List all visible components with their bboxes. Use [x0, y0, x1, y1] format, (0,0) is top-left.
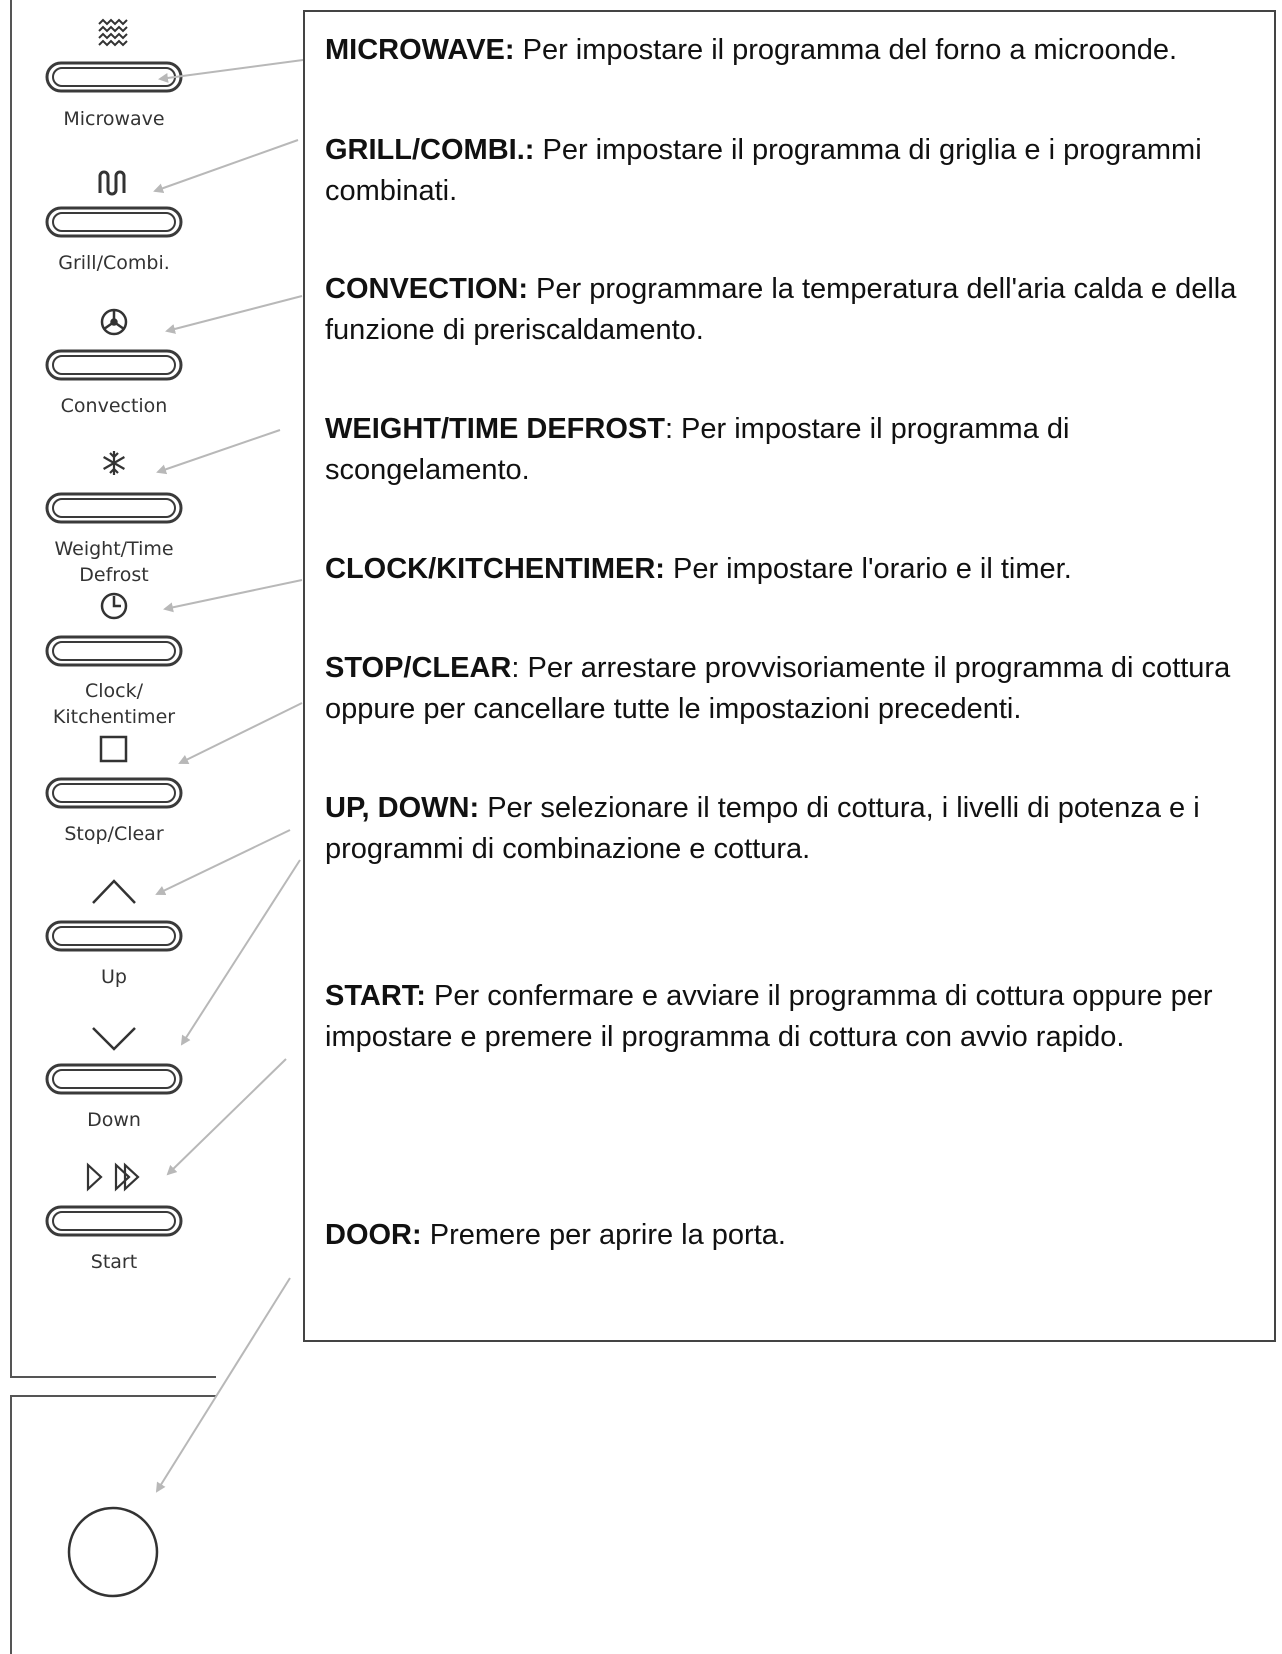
- microwave-button-label: Microwave: [63, 108, 165, 130]
- stop-clear-button-label: Stop/Clear: [64, 823, 164, 845]
- convection-button-label: Convection: [60, 395, 168, 417]
- desc-stop-key: STOP/CLEAR: [325, 652, 512, 684]
- desc-clock-text: Per impostare l'orario e il timer.: [664, 553, 1072, 585]
- convection-button[interactable]: [47, 351, 181, 379]
- snowflake-icon: [104, 451, 125, 475]
- desc-up-down: [325, 788, 1265, 870]
- up-button-label: Up: [101, 966, 127, 988]
- desc-clock-key: CLOCK/KITCHENTIMER:: [325, 553, 665, 585]
- square-stop-icon: [101, 737, 126, 761]
- door-button[interactable]: [69, 1508, 157, 1596]
- start-button-label: Start: [90, 1251, 138, 1273]
- grill-heating-coil-icon: [100, 172, 124, 194]
- defrost-button-label: Weight/Time Defrost: [54, 538, 174, 586]
- microwave-waves-icon: [99, 20, 127, 45]
- desc-grill-text: Per impostare il programma di griglia e i programmi combinati.: [325, 134, 1202, 207]
- desc-up-down-text: Per selezionare il tempo di cottura, i livelli di potenza e i programmi di combinazione e cottura.: [325, 792, 1200, 865]
- down-button[interactable]: [47, 1065, 181, 1093]
- up-button[interactable]: [47, 922, 181, 950]
- desc-door-text: Premere per aprire la porta.: [421, 1219, 786, 1251]
- desc-door-key: DOOR:: [325, 1219, 422, 1251]
- desc-start-key: START:: [325, 980, 426, 1012]
- clock-icon: [102, 594, 126, 618]
- desc-start: [325, 976, 1265, 1058]
- chevron-down-icon: [93, 1028, 135, 1049]
- arrow-microwave: [160, 58, 318, 79]
- chevron-up-icon: [93, 881, 135, 903]
- grill-combi-button[interactable]: [47, 208, 181, 236]
- desc-door: [325, 1215, 1265, 1256]
- desc-stop-text: : Per arrestare provvisoriamente il programma di cottura oppure per cancellare tutte le impostazioni precedenti.: [325, 652, 1231, 725]
- desc-microwave-key: MICROWAVE:: [325, 34, 515, 66]
- microwave-button[interactable]: [47, 63, 181, 91]
- desc-convection-text: Per programmare la temperatura dell'aria calda e della funzione di preriscaldamento.: [325, 273, 1237, 346]
- start-play-icon: [88, 1165, 138, 1189]
- stop-clear-button[interactable]: [47, 779, 181, 807]
- desc-grill: [325, 130, 1265, 212]
- grill-combi-button-label: Grill/Combi.: [58, 252, 170, 274]
- desc-stop: [325, 648, 1265, 730]
- desc-grill-key: GRILL/COMBI.:: [325, 134, 535, 166]
- clock-kitchentimer-button[interactable]: [47, 637, 181, 665]
- desc-convection-key: CONVECTION:: [325, 273, 528, 305]
- start-button[interactable]: [47, 1207, 181, 1235]
- desc-microwave: [325, 30, 1265, 71]
- arrow-down: [182, 860, 300, 1044]
- arrow-defrost: [158, 430, 280, 472]
- desc-convection: [325, 269, 1265, 351]
- arrow-grill: [155, 140, 298, 191]
- desc-microwave-text: Per impostare il programma del forno a microonde.: [514, 34, 1178, 66]
- desc-up-down-key: UP, DOWN:: [325, 792, 480, 824]
- defrost-button[interactable]: [47, 494, 181, 522]
- description-box: [303, 10, 1276, 1342]
- arrow-door: [157, 1278, 290, 1491]
- desc-defrost: [325, 409, 1265, 491]
- desc-clock: [325, 549, 1265, 590]
- arrow-convection: [167, 296, 302, 331]
- desc-start-text: Per confermare e avviare il programma di cottura oppure per impostare e premere il programma di cottura con avvio rapido.: [325, 980, 1213, 1053]
- desc-defrost-text: : Per impostare il programma di scongelamento.: [325, 413, 1070, 486]
- down-button-label: Down: [87, 1109, 141, 1131]
- desc-defrost-key: WEIGHT/TIME DEFROST: [325, 413, 665, 445]
- convection-fan-icon: [102, 310, 126, 334]
- clock-kitchentimer-button-label: Clock/ Kitchentimer: [52, 680, 176, 728]
